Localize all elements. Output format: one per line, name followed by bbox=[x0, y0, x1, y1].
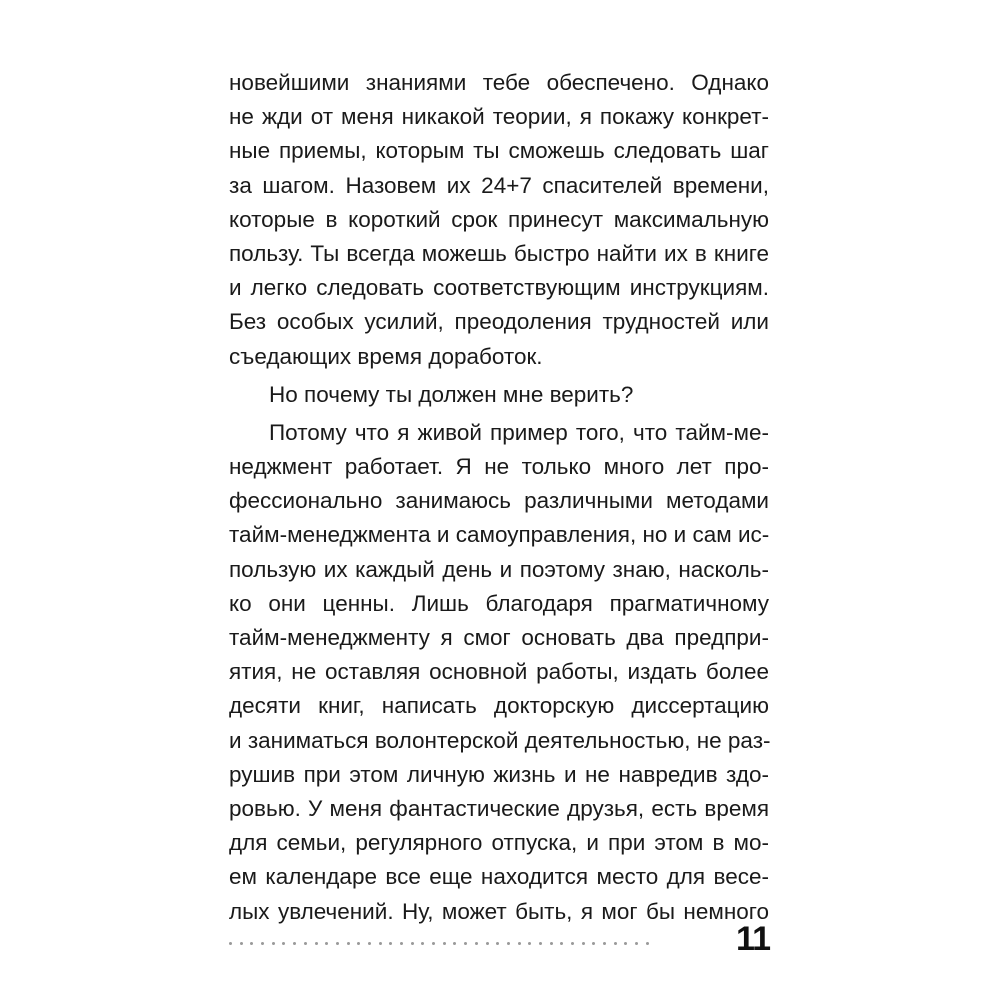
text-line: и легко следовать соответствующим инструкциям. bbox=[229, 275, 769, 301]
footer-dot bbox=[443, 942, 446, 945]
footer-dot bbox=[539, 942, 542, 945]
footer-dot bbox=[582, 942, 585, 945]
page-body bbox=[229, 66, 769, 929]
footer-dot bbox=[635, 942, 638, 945]
footer-dot bbox=[624, 942, 627, 945]
text-line: за шагом. Назовем их 24+7 спасителей времени, bbox=[229, 172, 769, 198]
footer-dot bbox=[453, 942, 456, 945]
text-line: тайм-менеджменту я смог основать два предпри- bbox=[229, 625, 769, 650]
footer-dot bbox=[325, 942, 328, 945]
text-line: Без особых усилий, преодоления трудностей или bbox=[229, 309, 769, 335]
footer-dot bbox=[518, 942, 521, 945]
footer-dot bbox=[571, 942, 574, 945]
text-line: ко они ценны. Лишь благодаря прагматичному bbox=[229, 590, 769, 616]
footer-dot bbox=[507, 942, 510, 945]
footer-dot bbox=[229, 942, 232, 945]
text-line: Потому что я живой пример того, что тайм-ме- bbox=[269, 419, 769, 445]
text-line: съедающих время доработок. bbox=[229, 343, 543, 369]
footer-dot bbox=[421, 942, 424, 945]
text-line: новейшими знаниями тебе обеспечено. Однако bbox=[229, 70, 769, 95]
footer-dot bbox=[486, 942, 489, 945]
footer-dot bbox=[261, 942, 264, 945]
footer-dot bbox=[368, 942, 371, 945]
footer-dot bbox=[603, 942, 606, 945]
footer-dot bbox=[646, 942, 649, 945]
text-line: пользу. Ты всегда можешь быстро найти их в книге bbox=[229, 240, 769, 266]
footer-dotted-rule bbox=[229, 940, 649, 946]
text-line: ятия, не оставляя основной работы, издать более bbox=[229, 659, 769, 685]
footer-dot bbox=[475, 942, 478, 945]
footer-dot bbox=[240, 942, 243, 945]
text-line: ем календаре все еще находится место для весе- bbox=[229, 864, 769, 890]
text-line: тайм-менеджмента и самоуправления, но и сам ис- bbox=[229, 522, 770, 548]
text-line: Но почему ты должен мне верить? bbox=[269, 381, 634, 407]
text-line: для семьи, регулярного отпуска, и при этом в мо- bbox=[229, 830, 769, 856]
footer-dot bbox=[272, 942, 275, 945]
paragraph bbox=[229, 378, 769, 412]
footer-dot bbox=[560, 942, 563, 945]
footer-dot bbox=[411, 942, 414, 945]
footer-dot bbox=[400, 942, 403, 945]
paragraph bbox=[229, 66, 769, 374]
footer-dot bbox=[357, 942, 360, 945]
footer-dot bbox=[550, 942, 553, 945]
footer-dot bbox=[315, 942, 318, 945]
footer-dot bbox=[496, 942, 499, 945]
footer-dot bbox=[250, 942, 253, 945]
text-line: лых увлечений. Ну, может быть, я мог бы немного bbox=[229, 898, 769, 924]
text-line: пользую их каждый день и поэтому знаю, насколь- bbox=[229, 556, 769, 582]
footer-dot bbox=[614, 942, 617, 945]
footer-dot bbox=[528, 942, 531, 945]
footer-dot bbox=[464, 942, 467, 945]
paragraph bbox=[229, 416, 769, 929]
text-line: десяти книг, написать докторскую диссертацию bbox=[229, 693, 769, 719]
text-line: и заниматься волонтерской деятельностью, не раз- bbox=[229, 727, 771, 753]
footer-dot bbox=[336, 942, 339, 945]
footer-dot bbox=[592, 942, 595, 945]
text-line: которые в короткий срок принесут максимальную bbox=[229, 206, 769, 232]
page-number: 11 bbox=[736, 920, 770, 958]
footer-dot bbox=[282, 942, 285, 945]
footer-dot bbox=[432, 942, 435, 945]
text-line: ные приемы, которым ты сможешь следовать шаг bbox=[229, 138, 769, 164]
footer-dot bbox=[304, 942, 307, 945]
text-line: рушив при этом личную жизнь и не навредив здо- bbox=[229, 761, 769, 787]
text-line: неджмент работает. Я не только много лет про- bbox=[229, 454, 769, 480]
text-line: фессионально занимаюсь различными методами bbox=[229, 488, 769, 514]
text-line: ровью. У меня фантастические друзья, есть время bbox=[229, 795, 769, 821]
text-line: не жди от меня никакой теории, я покажу конкрет- bbox=[229, 104, 769, 130]
footer-dot bbox=[347, 942, 350, 945]
footer-dot bbox=[389, 942, 392, 945]
footer-dot bbox=[293, 942, 296, 945]
footer-dot bbox=[379, 942, 382, 945]
